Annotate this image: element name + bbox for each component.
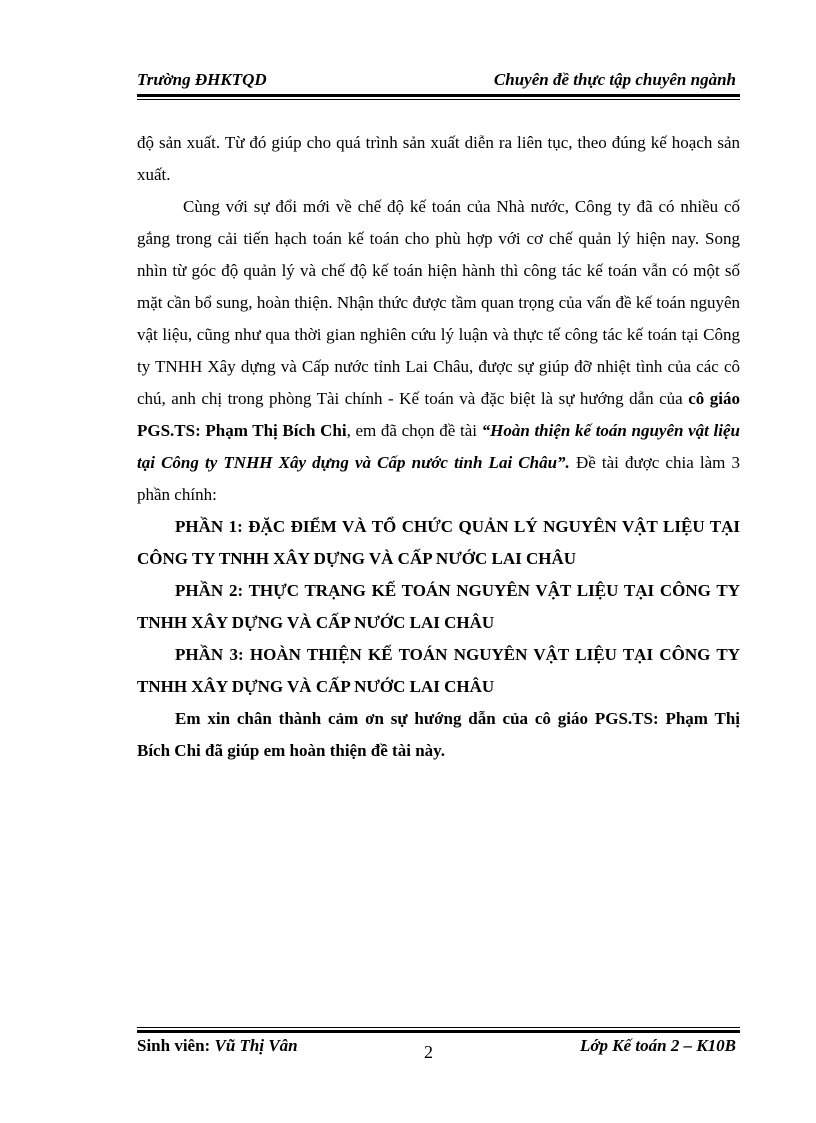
paragraph-main-text: Cùng với sự đổi mới về chế độ kế toán của Nhà nước, Công ty đã có nhiều cố gắng trong cải tiến hạch toán kế toán cho phù hợp với cơ chế quản lý hiện nay. Song nhìn từ góc độ quản lý và chế độ kế toán hiện hành thì công tác kế toán vẫn có một số mặt cần bổ sung, hoàn thiện. Nhận thức được tầm quan trọng của vấn đề kế toán nguyên vật liệu, cũng như qua thời gian nghiên cứu lý luận và thực tế công tác kế toán tại Công ty TNHH Xây dựng và Cấp nước tỉnh Lai Châu, được sự giúp đỡ nhiệt tình của các cô chú, anh chị trong phòng Tài chính - Kế toán và đặc biệt là sự hướng dẫn của (137, 197, 740, 408)
thanks-paragraph: Em xin chân thành cảm ơn sự hướng dẫn của cô giáo PGS.TS: Phạm Thị Bích Chi đã giúp em hoàn thiện đề tài này. (137, 709, 740, 760)
header-rule-thick (137, 94, 740, 97)
page-number: 2 (424, 1042, 433, 1062)
paragraph-main-text-3: Đề tài được chia làm 3 phần chính: (137, 453, 741, 504)
advisor-name: cô giáo PGS.TS: Phạm Thị Bích Chi (137, 389, 740, 440)
footer-rule-thin (137, 1027, 740, 1028)
footer-rule-thick (137, 1030, 740, 1033)
paragraph-intro: độ sản xuất. Từ đó giúp cho quá trình sản xuất diễn ra liên tục, theo đúng kế hoạch sản xuất. (137, 133, 740, 184)
paragraph-main (137, 191, 740, 511)
footer-class: Lớp Kế toán 2 – K10B (580, 1036, 736, 1055)
header-rule-thin (137, 99, 740, 100)
page-header (137, 68, 740, 94)
thesis-title: “Hoàn thiện kế toán nguyên vật liệu tại Công ty TNHH Xây dựng và Cấp nước tỉnh Lai Châu”. (137, 421, 740, 472)
page-footer (137, 1036, 740, 1066)
header-school: Trường ĐHKTQD (137, 70, 267, 89)
part-2-heading: PHẦN 2: THỰC TRẠNG KẾ TOÁN NGUYÊN VẬT LIỆU TẠI CÔNG TY TNHH XÂY DỰNG VÀ CẤP NƯỚC LAI CHÂU (137, 581, 740, 632)
paragraph-main-text-2: , em đã chọn đề tài (346, 421, 482, 440)
student-name: Vũ Thị Vân (214, 1036, 298, 1055)
part-1-heading: PHẦN 1: ĐẶC ĐIỂM VÀ TỔ CHỨC QUẢN LÝ NGUYÊN VẬT LIỆU TẠI CÔNG TY TNHH XÂY DỰNG VÀ CẤP NƯỚC LAI CHÂU (137, 517, 740, 568)
document-body (137, 127, 740, 767)
footer-student (137, 1036, 298, 1056)
part-3-heading: PHẦN 3: HOÀN THIỆN KẾ TOÁN NGUYÊN VẬT LIỆU TẠI CÔNG TY TNHH XÂY DỰNG VÀ CẤP NƯỚC LAI CHÂU (137, 645, 740, 696)
header-title: Chuyên đề thực tập chuyên ngành (493, 70, 736, 89)
student-label: Sinh viên: (137, 1036, 215, 1055)
